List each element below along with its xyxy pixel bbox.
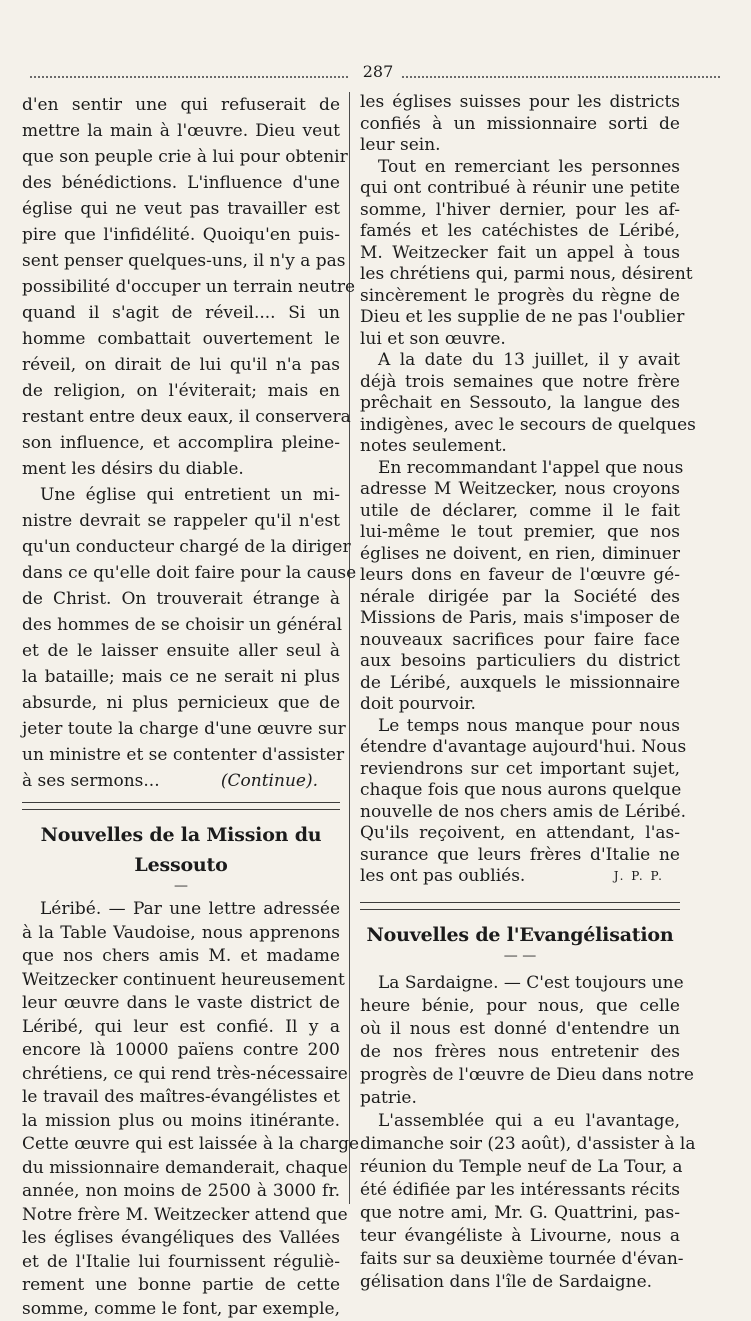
text-line: la bataille; mais ce ne serait ni plus bbox=[22, 664, 340, 690]
text-line: chaque fois que nous aurons quelque bbox=[360, 780, 680, 802]
text-line: où il nous est donné d'entendre un bbox=[360, 1018, 680, 1041]
text-line: leurs dons en faveur de l'œuvre gé- bbox=[360, 565, 680, 587]
text-line: progrès de l'œuvre de Dieu dans notre bbox=[360, 1064, 680, 1087]
text-line: nouveaux sacrifices pour faire face bbox=[360, 630, 680, 652]
text-line: quand il s'agit de réveil.... Si un bbox=[22, 300, 340, 326]
text-line: de religion, on l'éviterait; mais en bbox=[22, 378, 340, 404]
text-line: étendre d'avantage aujourd'hui. Nous bbox=[360, 737, 680, 759]
page-number: 287 bbox=[356, 62, 400, 82]
text-line: A la date du 13 juillet, il y avait bbox=[360, 350, 680, 372]
text-line: Léribé, qui leur est confié. Il y a bbox=[22, 1016, 340, 1040]
text-line: possibilité d'occuper un terrain neutre bbox=[22, 274, 340, 300]
text-line: Une église qui entretient un mi- bbox=[22, 482, 340, 508]
text-line: Notre frère M. Weitzecker attend que bbox=[22, 1204, 340, 1228]
text-line: adresse M Weitzecker, nous croyons bbox=[360, 479, 680, 501]
article-ending-row bbox=[22, 768, 340, 794]
text-line: restant entre deux eaux, il conservera bbox=[22, 404, 340, 430]
text-line: un ministre et se contenter d'assister bbox=[22, 742, 340, 768]
section-title-evangelisation: Nouvelles de l'Evangélisation bbox=[360, 920, 680, 950]
text-line: du missionnaire demanderait, chaque bbox=[22, 1157, 340, 1181]
text-line: gélisation dans l'île de Sardaigne. bbox=[360, 1271, 680, 1294]
section-title-mark: — bbox=[22, 880, 340, 892]
text-line: Qu'ils reçoivent, en attendant, l'as- bbox=[360, 823, 680, 845]
text-line: surance que leurs frères d'Italie ne bbox=[360, 845, 680, 867]
column-divider bbox=[349, 92, 350, 1204]
article-continuation-paragraph bbox=[22, 92, 340, 482]
text-line: notes seulement. bbox=[360, 436, 680, 458]
text-line: Le temps nous manque pour nous bbox=[360, 716, 680, 738]
text-line: que notre ami, Mr. G. Quattrini, pas- bbox=[360, 1202, 680, 1225]
article-closing-paragraph bbox=[22, 482, 340, 768]
section-rule bbox=[360, 902, 680, 910]
text-line: Tout en remerciant les personnes bbox=[360, 157, 680, 179]
text-line: été édifiée par les intéressants récits bbox=[360, 1179, 680, 1202]
text-line: En recommandant l'appel que nous bbox=[360, 458, 680, 480]
header-rule-right bbox=[402, 76, 720, 78]
text-line: pire que l'infidélité. Quoiqu'en puis- bbox=[22, 222, 340, 248]
text-line: réunion du Temple neuf de La Tour, a bbox=[360, 1156, 680, 1179]
text-line: famés et les catéchistes de Léribé, bbox=[360, 221, 680, 243]
recommendation-paragraph bbox=[360, 458, 680, 716]
text-line: sent penser quelques-uns, il n'y a pas bbox=[22, 248, 340, 274]
text-line: patrie. bbox=[360, 1087, 680, 1110]
text-line: de Léribé, auxquels le missionnaire bbox=[360, 673, 680, 695]
assembly-paragraph bbox=[360, 1110, 680, 1294]
text-line: et de le laisser ensuite aller seul à bbox=[22, 638, 340, 664]
header-rule-left bbox=[30, 76, 348, 78]
text-line: encore là 10000 païens contre 200 bbox=[22, 1039, 340, 1063]
text-line: heure bénie, pour nous, que celle bbox=[360, 995, 680, 1018]
text-line: les églises suisses pour les districts bbox=[360, 92, 680, 114]
text-line: des bénédictions. L'influence d'une bbox=[22, 170, 340, 196]
text-line: nistre devrait se rappeler qu'il n'est bbox=[22, 508, 340, 534]
text-line: de nos frères nous entretenir des bbox=[360, 1041, 680, 1064]
text-line: absurde, ni plus pernicieux que de bbox=[22, 690, 340, 716]
text-line: nouvelle de nos chers amis de Léribé. bbox=[360, 802, 680, 824]
text-line: somme, l'hiver dernier, pour les af- bbox=[360, 200, 680, 222]
text-line: dimanche soir (23 août), d'assister à la bbox=[360, 1133, 680, 1156]
text-line: les églises évangéliques des Vallées bbox=[22, 1227, 340, 1251]
article-ending-text: à ses sermons... bbox=[22, 768, 160, 794]
text-line: somme, comme le font, par exemple, bbox=[22, 1298, 340, 1321]
closing-paragraph-end: les ont pas oubliés. bbox=[360, 866, 525, 888]
text-line: Weitzecker continuent heureusement bbox=[22, 969, 340, 993]
text-line: la mission plus ou moins itinérante. bbox=[22, 1110, 340, 1134]
text-line: faits sur sa deuxième tournée d'évan- bbox=[360, 1248, 680, 1271]
text-line: ment les désirs du diable. bbox=[22, 456, 340, 482]
text-line: que nos chers amis M. et madame bbox=[22, 945, 340, 969]
text-line: doit pourvoir. bbox=[360, 694, 680, 716]
text-line: teur évangéliste à Livourne, nous a bbox=[360, 1225, 680, 1248]
text-line: jeter toute la charge d'une œuvre sur bbox=[22, 716, 340, 742]
text-line: leur œuvre dans le vaste district de bbox=[22, 992, 340, 1016]
text-line: lui-même le tout premier, que nos bbox=[360, 522, 680, 544]
text-line: des hommes de se choisir un général bbox=[22, 612, 340, 638]
swiss-churches-paragraph bbox=[360, 92, 680, 157]
text-line: Léribé. — Par une lettre adressée bbox=[22, 898, 340, 922]
continue-note: (Continue). bbox=[221, 768, 318, 794]
text-line: nérale dirigée par la Société des bbox=[360, 587, 680, 609]
section-title-mark: — — bbox=[360, 950, 680, 962]
text-line: les chrétiens qui, parmi nous, désirent bbox=[360, 264, 680, 286]
signoff-row bbox=[360, 866, 680, 888]
text-line: qui ont contribué à réunir une petite bbox=[360, 178, 680, 200]
text-line: indigènes, avec le secours de quelques bbox=[360, 415, 680, 437]
section-rule bbox=[22, 802, 340, 810]
text-line: églises ne doivent, en rien, diminuer bbox=[360, 544, 680, 566]
text-line: et de l'Italie lui fournissent réguliè- bbox=[22, 1251, 340, 1275]
text-line: Cette œuvre qui est laissée à la charge bbox=[22, 1133, 340, 1157]
text-line: L'assemblée qui a eu l'avantage, bbox=[360, 1110, 680, 1133]
text-line: M. Weitzecker fait un appel à tous bbox=[360, 243, 680, 265]
text-line: La Sardaigne. — C'est toujours une bbox=[360, 972, 680, 995]
text-line: année, non moins de 2500 à 3000 fr. bbox=[22, 1180, 340, 1204]
text-line: son influence, et accomplira pleine- bbox=[22, 430, 340, 456]
text-line: homme combattait ouvertement le bbox=[22, 326, 340, 352]
leribe-news-paragraph bbox=[22, 898, 340, 1321]
text-line: d'en sentir une qui refuserait de bbox=[22, 92, 340, 118]
text-line: qu'un conducteur chargé de la diriger bbox=[22, 534, 340, 560]
text-line: mettre la main à l'œuvre. Dieu veut bbox=[22, 118, 340, 144]
text-line: chrétiens, ce qui rend très-nécessaire bbox=[22, 1063, 340, 1087]
text-line: que son peuple crie à lui pour obtenir bbox=[22, 144, 340, 170]
signature: J. P. P. bbox=[614, 866, 664, 888]
text-line: aux besoins particuliers du district bbox=[360, 651, 680, 673]
sessouto-paragraph bbox=[360, 350, 680, 458]
text-line: le travail des maîtres-évangélistes et bbox=[22, 1086, 340, 1110]
text-line: réveil, on dirait de lui qu'il n'a pas bbox=[22, 352, 340, 378]
section-title-lessouto: Nouvelles de la Mission du Lessouto bbox=[22, 820, 340, 880]
text-line: confiés à un missionnaire sorti de bbox=[360, 114, 680, 136]
text-line: à la Table Vaudoise, nous apprenons bbox=[22, 922, 340, 946]
text-line: leur sein. bbox=[360, 135, 680, 157]
right-column bbox=[360, 92, 680, 1294]
text-line: rement une bonne partie de cette bbox=[22, 1274, 340, 1298]
text-line: reviendrons sur cet important sujet, bbox=[360, 759, 680, 781]
text-line: Dieu et les supplie de ne pas l'oublier bbox=[360, 307, 680, 329]
text-line: prêchait en Sessouto, la langue des bbox=[360, 393, 680, 415]
text-line: déjà trois semaines que notre frère bbox=[360, 372, 680, 394]
left-column bbox=[22, 92, 340, 1321]
sardinia-paragraph bbox=[360, 972, 680, 1110]
appeal-paragraph bbox=[360, 157, 680, 351]
text-line: dans ce qu'elle doit faire pour la cause bbox=[22, 560, 340, 586]
text-line: lui et son œuvre. bbox=[360, 329, 680, 351]
text-line: de Christ. On trouverait étrange à bbox=[22, 586, 340, 612]
text-line: utile de déclarer, comme il le fait bbox=[360, 501, 680, 523]
closing-paragraph bbox=[360, 716, 680, 867]
text-line: sincèrement le progrès du règne de bbox=[360, 286, 680, 308]
page-header bbox=[30, 62, 720, 88]
text-line: Missions de Paris, mais s'imposer de bbox=[360, 608, 680, 630]
text-line: église qui ne veut pas travailler est bbox=[22, 196, 340, 222]
